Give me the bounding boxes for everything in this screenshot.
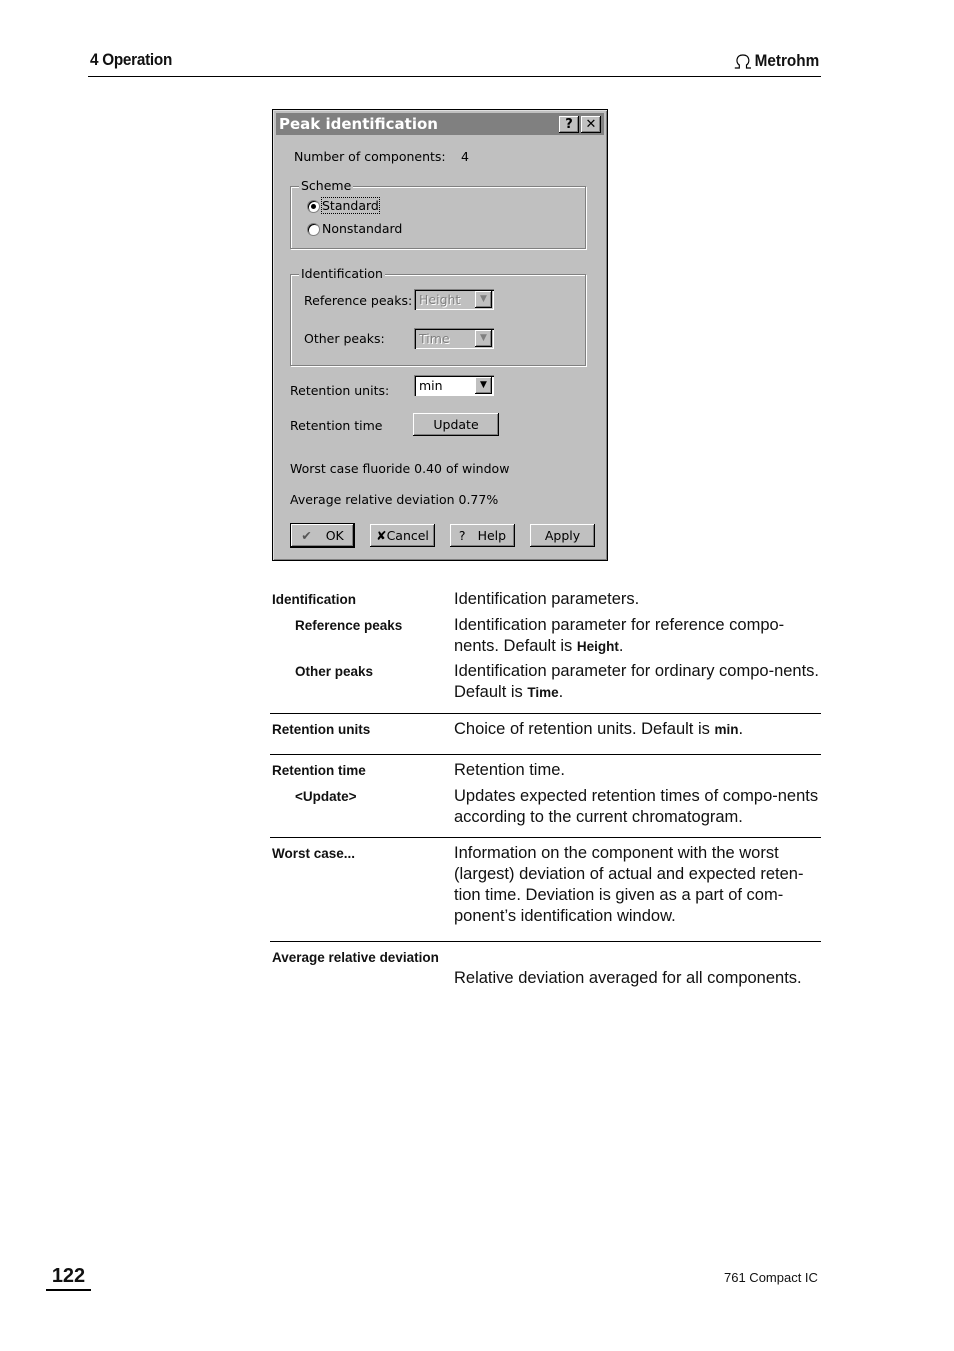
peak-identification-dialog [272,109,608,561]
divider [270,754,821,755]
param-desc-reference-peaks: Identification parameter for reference compo-nents. Default is Height. [454,616,785,655]
update-button[interactable]: Update [413,413,499,436]
section-heading: 4 Operation [90,50,173,69]
num-components-value: 4 [461,149,469,164]
retention-units-select[interactable]: min ▼ [414,375,494,396]
standard-label[interactable]: Standard [322,198,379,213]
header-rule [88,76,821,77]
param-desc-worst-case: Information on the component with the worst (largest) deviation of actual and expected reten-tion time. Deviation is given as a part of com-ponent’s identification window. [454,844,804,925]
dialog-titlebar [276,113,604,135]
chevron-down-icon: ▼ [475,291,492,308]
param-desc-avg-deviation: Relative deviation averaged for all components. [454,969,802,987]
other-peaks-label: Other peaks: [304,331,385,346]
brand-logo [733,51,819,71]
param-label-reference-peaks: Reference peaks [295,618,403,633]
page-number: 122 [46,1265,91,1291]
reference-peaks-label: Reference peaks: [304,293,413,308]
chevron-down-icon: ▼ [475,330,492,347]
param-desc-retention-time: Retention time. [454,761,565,779]
divider [270,941,821,942]
help-button[interactable]: ? Help [450,524,515,547]
close-icon[interactable]: ✕ [581,116,601,133]
apply-button[interactable]: Apply [530,524,595,547]
other-peaks-select[interactable]: Time ▼ [414,328,494,349]
param-desc-retention-units: Choice of retention units. Default is min. [454,720,744,738]
param-label-retention-units: Retention units [272,722,371,737]
divider [270,837,821,838]
param-label-update: <Update> [295,789,357,804]
param-desc-identification: Identification parameters. [454,590,640,608]
omega-icon [733,53,753,69]
scheme-group [290,186,586,249]
param-label-retention-time: Retention time [272,763,366,778]
divider [270,713,821,714]
chevron-down-icon: ▼ [475,377,492,394]
avg-deviation-text: Average relative deviation 0.77% [290,492,499,507]
product-name: 761 Compact IC [724,1270,818,1285]
param-label-other-peaks: Other peaks [295,664,374,679]
cancel-button[interactable]: ✘Cancel [370,524,435,547]
help-icon[interactable]: ? [559,116,579,133]
worst-case-text: Worst case fluoride 0.40 of window [290,461,510,476]
question-icon: ? [458,528,466,543]
retention-units-label: Retention units: [290,383,390,398]
retention-time-label: Retention time [290,418,383,433]
param-label-worst-case: Worst case... [272,846,356,861]
ok-button[interactable]: ✔ OK [291,524,354,547]
param-label-identification: Identification [272,592,356,607]
reference-peaks-select[interactable]: Height ▼ [414,289,494,310]
x-icon: ✘ [376,528,387,543]
checkmark-icon: ✔ [301,528,312,543]
brand-name: Metrohm [754,51,820,70]
num-components-label: Number of components: [294,149,446,164]
param-label-avg-deviation: Average relative deviation [272,950,439,965]
param-desc-other-peaks: Identification parameter for ordinary compo-nents. Default is Time. [454,662,820,701]
identification-legend: Identification [301,266,383,281]
nonstandard-label[interactable]: Nonstandard [322,221,403,236]
scheme-legend: Scheme [301,178,352,193]
identification-group [290,274,586,366]
dialog-title: Peak identification [279,115,438,133]
nonstandard-radio[interactable] [307,223,320,236]
standard-radio[interactable] [307,200,320,213]
param-desc-update: Updates expected retention times of compo-nents according to the current chromatogram. [454,787,819,826]
